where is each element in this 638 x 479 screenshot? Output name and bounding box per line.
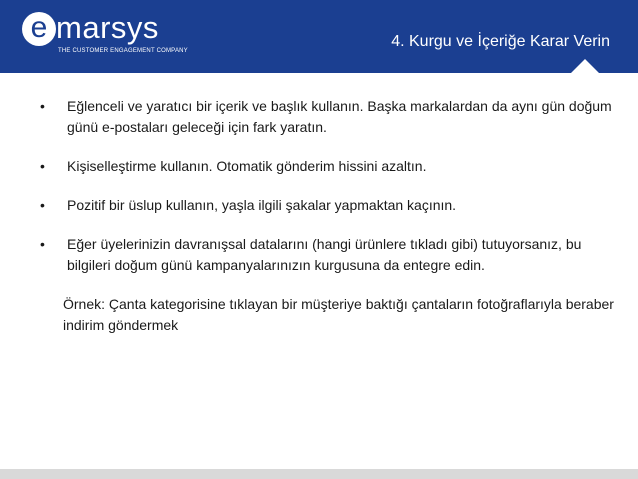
logo-wordmark: marsys	[56, 10, 159, 45]
bullet-text: Eğlenceli ve yaratıcı bir içerik ve başlık kullanın. Başka markalardan da aynı gün doğum günü e-postaları geleceği için fark yaratın.	[67, 98, 612, 135]
bullet-text: Eğer üyelerinizin davranışsal datalarını (hangi ürünlere tıkladı gibi) tutuyorsanız, bu bilgileri doğum günü kampanyalarınızın kurgusuna da entegre edin.	[67, 236, 582, 273]
slide-content	[40, 96, 620, 336]
bullet-icon: •	[40, 98, 45, 114]
example-text: Örnek: Çanta kategorisine tıklayan bir müşteriye baktığı çantaların fotoğraflarıyla beraber indirim göndermek	[63, 296, 614, 333]
bullet-item	[40, 96, 620, 138]
bullet-icon: •	[40, 158, 45, 174]
emarsys-logo	[22, 9, 188, 59]
bullet-icon: •	[40, 236, 45, 252]
bullet-item	[40, 195, 620, 216]
bullet-text: Kişiselleştirme kullanın. Otomatik gönderim hissini azaltın.	[67, 158, 427, 174]
bullet-item	[40, 234, 620, 276]
logo-letter-e: e	[30, 11, 48, 44]
bullet-item	[40, 156, 620, 177]
header-notch-icon	[571, 59, 599, 73]
slide-title: 4. Kurgu ve İçeriğe Karar Verin	[391, 33, 610, 50]
header-bar	[0, 0, 638, 73]
logo-tagline: THE CUSTOMER ENGAGEMENT COMPANY	[58, 48, 188, 54]
bullet-icon: •	[40, 197, 45, 213]
bullet-text: Pozitif bir üslup kullanın, yaşla ilgili şakalar yapmaktan kaçının.	[67, 197, 457, 213]
footer-bar	[0, 469, 638, 479]
